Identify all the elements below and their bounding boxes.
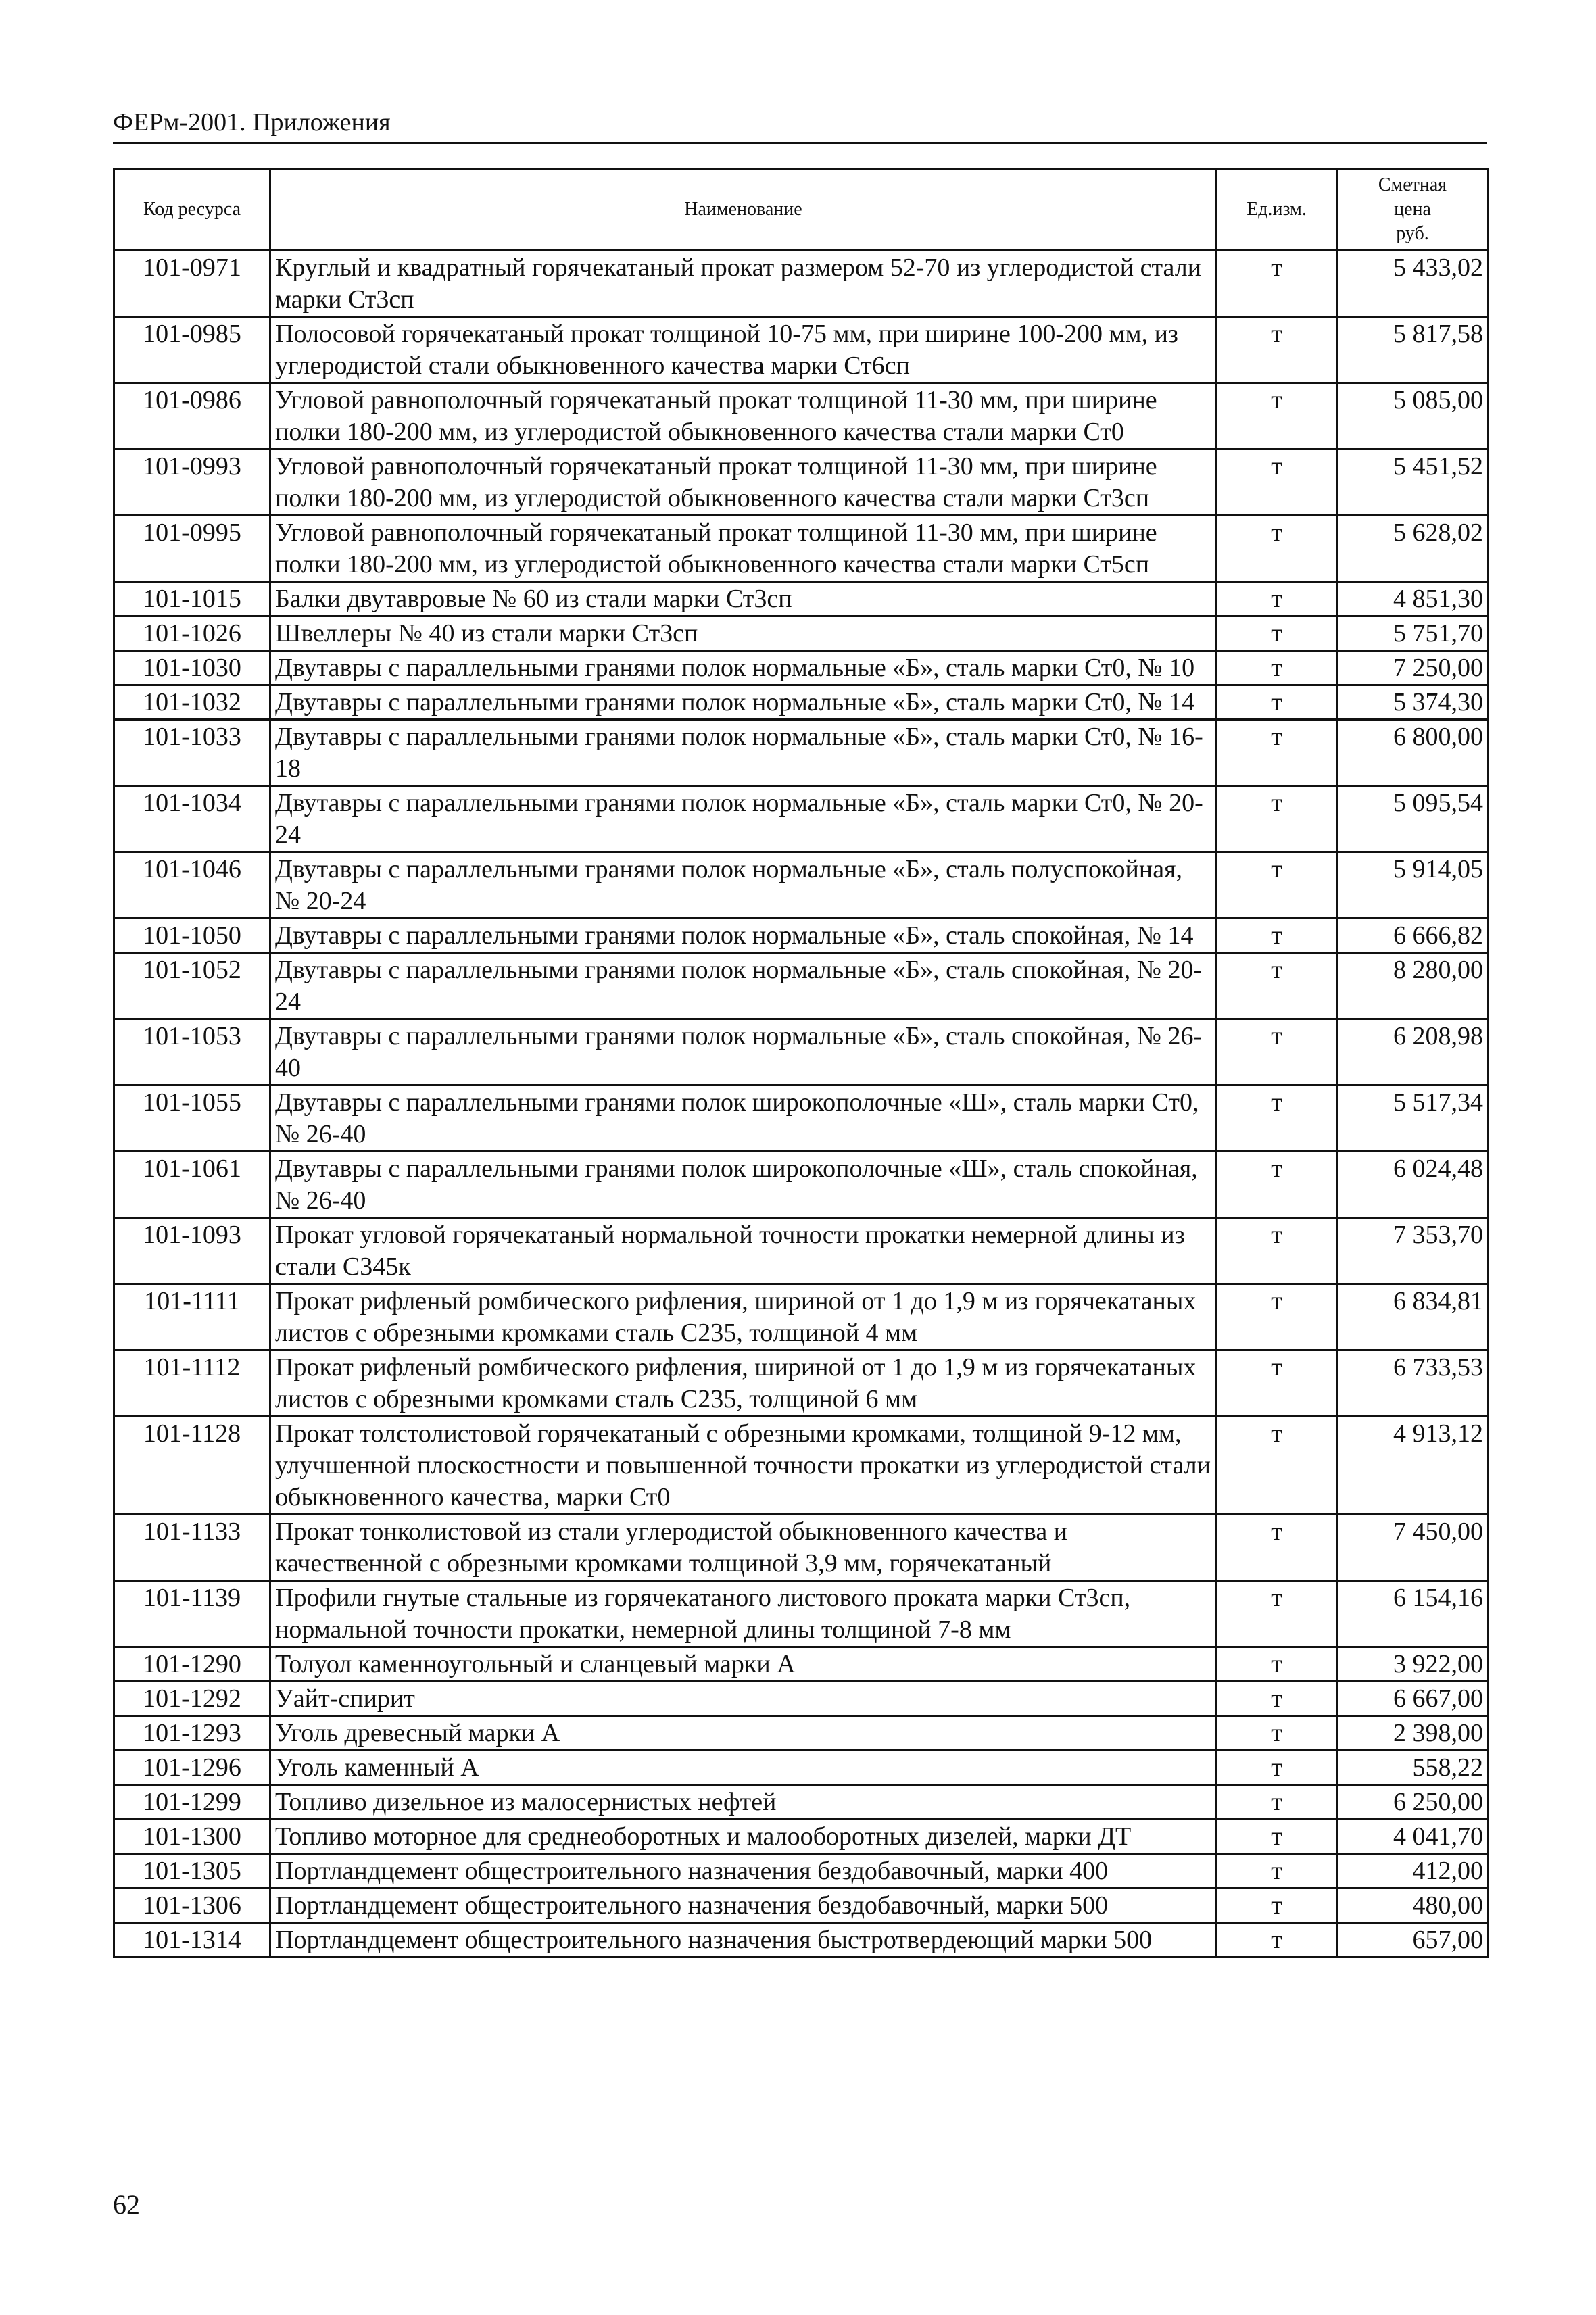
table-row [114, 383, 1489, 449]
table-row [114, 1086, 1489, 1152]
cell-unit: т [1217, 616, 1337, 651]
cell-code: 101-1314 [114, 1923, 270, 1957]
cell-code: 101-1053 [114, 1019, 270, 1086]
cell-unit: т [1217, 1581, 1337, 1647]
cell-name: Портландцемент общестроительного назначения быстротвердеющий марки 500 [270, 1923, 1217, 1957]
cell-unit: т [1217, 516, 1337, 582]
table-row [114, 1417, 1489, 1515]
cell-code: 101-1292 [114, 1682, 270, 1716]
cell-name: Прокат угловой горячекатаный нормальной точности прокатки немерной длины из стали С345к [270, 1218, 1217, 1284]
cell-code: 101-1055 [114, 1086, 270, 1152]
cell-name: Портландцемент общестроительного назначения бездобавочный, марки 500 [270, 1888, 1217, 1923]
cell-code: 101-1015 [114, 582, 270, 616]
table-row [114, 1888, 1489, 1923]
page-number: 62 [113, 2189, 140, 2220]
cell-code: 101-1300 [114, 1820, 270, 1854]
cell-name: Прокат рифленый ромбического рифления, шириной от 1 до 1,9 м из горячекатаных листов с обрезными кромками сталь С235, толщиной 4 мм [270, 1284, 1217, 1350]
cell-name: Двутавры с параллельными гранями полок нормальные «Б», сталь спокойная, № 14 [270, 919, 1217, 953]
table-row [114, 582, 1489, 616]
cell-name: Двутавры с параллельными гранями полок нормальные «Б», сталь марки Ст0, № 14 [270, 685, 1217, 720]
cell-code: 101-1052 [114, 953, 270, 1019]
table-row [114, 1923, 1489, 1957]
table-header-row [114, 169, 1489, 251]
cell-price: 6 250,00 [1337, 1785, 1489, 1820]
cell-unit: т [1217, 383, 1337, 449]
cell-code: 101-1299 [114, 1785, 270, 1820]
cell-price: 8 280,00 [1337, 953, 1489, 1019]
cell-price: 412,00 [1337, 1854, 1489, 1888]
cell-name: Двутавры с параллельными гранями полок нормальные «Б», сталь марки Ст0, № 20-24 [270, 786, 1217, 852]
cell-code: 101-1139 [114, 1581, 270, 1647]
table-row [114, 449, 1489, 516]
column-header-price-line3: руб. [1396, 223, 1429, 244]
cell-unit: т [1217, 1350, 1337, 1417]
cell-name: Уайт-спирит [270, 1682, 1217, 1716]
table-row [114, 685, 1489, 720]
cell-unit: т [1217, 1152, 1337, 1218]
table-row [114, 1716, 1489, 1751]
table-row [114, 1820, 1489, 1854]
table-row [114, 1581, 1489, 1647]
cell-code: 101-1026 [114, 616, 270, 651]
cell-name: Двутавры с параллельными гранями полок широкополочные «Ш», сталь марки Ст0, № 26-40 [270, 1086, 1217, 1152]
cell-code: 101-1033 [114, 720, 270, 786]
cell-price: 6 154,16 [1337, 1581, 1489, 1647]
cell-price: 5 817,58 [1337, 317, 1489, 383]
header-rule [113, 142, 1487, 144]
cell-code: 101-1034 [114, 786, 270, 852]
cell-price: 6 733,53 [1337, 1350, 1489, 1417]
cell-name: Угловой равнополочный горячекатаный прокат толщиной 11-30 мм, при ширине полки 180-200 мм, из углеродистой обыкновенного качества стали марки Ст0 [270, 383, 1217, 449]
table-row [114, 251, 1489, 317]
cell-price: 480,00 [1337, 1888, 1489, 1923]
cell-name: Прокат рифленый ромбического рифления, шириной от 1 до 1,9 м из горячекатаных листов с обрезными кромками сталь С235, толщиной 6 мм [270, 1350, 1217, 1417]
cell-name: Уголь каменный А [270, 1751, 1217, 1785]
cell-unit: т [1217, 1888, 1337, 1923]
table-row [114, 786, 1489, 852]
cell-price: 4 041,70 [1337, 1820, 1489, 1854]
cell-price: 5 628,02 [1337, 516, 1489, 582]
column-header-name: Наименование [270, 169, 1217, 251]
cell-code: 101-1061 [114, 1152, 270, 1218]
cell-unit: т [1217, 685, 1337, 720]
cell-code: 101-1293 [114, 1716, 270, 1751]
table-row [114, 953, 1489, 1019]
cell-price: 4 851,30 [1337, 582, 1489, 616]
cell-name: Двутавры с параллельными гранями полок нормальные «Б», сталь полуспокойная, № 20-24 [270, 852, 1217, 919]
table-row [114, 616, 1489, 651]
cell-price: 6 208,98 [1337, 1019, 1489, 1086]
column-header-code: Код ресурса [114, 169, 270, 251]
cell-code: 101-0985 [114, 317, 270, 383]
cell-price: 6 800,00 [1337, 720, 1489, 786]
table-row [114, 1019, 1489, 1086]
cell-unit: т [1217, 1923, 1337, 1957]
cell-unit: т [1217, 251, 1337, 317]
table-row [114, 1751, 1489, 1785]
cell-price: 6 666,82 [1337, 919, 1489, 953]
cell-price: 4 913,12 [1337, 1417, 1489, 1515]
cell-price: 5 374,30 [1337, 685, 1489, 720]
table-row [114, 317, 1489, 383]
cell-code: 101-1093 [114, 1218, 270, 1284]
cell-price: 6 834,81 [1337, 1284, 1489, 1350]
cell-price: 5 517,34 [1337, 1086, 1489, 1152]
cell-code: 101-0986 [114, 383, 270, 449]
cell-name: Угловой равнополочный горячекатаный прокат толщиной 11-30 мм, при ширине полки 180-200 мм, из углеродистой обыкновенного качества стали марки Ст3сп [270, 449, 1217, 516]
cell-price: 5 914,05 [1337, 852, 1489, 919]
cell-unit: т [1217, 582, 1337, 616]
cell-code: 101-1305 [114, 1854, 270, 1888]
cell-unit: т [1217, 919, 1337, 953]
cell-unit: т [1217, 449, 1337, 516]
cell-code: 101-1128 [114, 1417, 270, 1515]
table-row [114, 1785, 1489, 1820]
cell-name: Уголь древесный марки А [270, 1716, 1217, 1751]
resource-price-table [113, 168, 1489, 1958]
cell-unit: т [1217, 1417, 1337, 1515]
cell-code: 101-0971 [114, 251, 270, 317]
cell-code: 101-1050 [114, 919, 270, 953]
table-row [114, 1218, 1489, 1284]
cell-name: Балки двутавровые № 60 из стали марки Ст3сп [270, 582, 1217, 616]
cell-code: 101-1112 [114, 1350, 270, 1417]
cell-unit: т [1217, 720, 1337, 786]
cell-code: 101-1030 [114, 651, 270, 685]
table-row [114, 852, 1489, 919]
table-row [114, 919, 1489, 953]
column-header-price-line1: Сметная [1378, 174, 1447, 195]
cell-unit: т [1217, 1086, 1337, 1152]
cell-code: 101-1133 [114, 1515, 270, 1581]
cell-name: Швеллеры № 40 из стали марки Ст3сп [270, 616, 1217, 651]
cell-unit: т [1217, 1647, 1337, 1682]
table-row [114, 1152, 1489, 1218]
cell-unit: т [1217, 953, 1337, 1019]
table-row [114, 1284, 1489, 1350]
column-header-price-line2: цена [1394, 199, 1431, 220]
cell-code: 101-1032 [114, 685, 270, 720]
cell-unit: т [1217, 1682, 1337, 1716]
cell-unit: т [1217, 852, 1337, 919]
cell-price: 7 353,70 [1337, 1218, 1489, 1284]
cell-name: Угловой равнополочный горячекатаный прокат толщиной 11-30 мм, при ширине полки 180-200 мм, из углеродистой обыкновенного качества стали марки Ст5сп [270, 516, 1217, 582]
cell-price: 6 667,00 [1337, 1682, 1489, 1716]
cell-price: 2 398,00 [1337, 1716, 1489, 1751]
cell-code: 101-0993 [114, 449, 270, 516]
table-row [114, 651, 1489, 685]
cell-name: Прокат тонколистовой из стали углеродистой обыкновенного качества и качественной с обрезными кромками толщиной 3,9 мм, горячекатаный [270, 1515, 1217, 1581]
cell-name: Двутавры с параллельными гранями полок нормальные «Б», сталь спокойная, № 20-24 [270, 953, 1217, 1019]
table-row [114, 516, 1489, 582]
cell-name: Прокат толстолистовой горячекатаный с обрезными кромками, толщиной 9-12 мм, улучшенной плоскостности и повышенной точности прокатки из углеродистой стали обыкновенного качества, марки Ст0 [270, 1417, 1217, 1515]
cell-unit: т [1217, 1716, 1337, 1751]
cell-unit: т [1217, 786, 1337, 852]
cell-unit: т [1217, 1019, 1337, 1086]
cell-unit: т [1217, 1785, 1337, 1820]
cell-unit: т [1217, 1284, 1337, 1350]
cell-name: Профили гнутые стальные из горячекатаного листового проката марки Ст3сп, нормальной точности прокатки, немерной длины толщиной 7-8 мм [270, 1581, 1217, 1647]
cell-name: Двутавры с параллельными гранями полок нормальные «Б», сталь марки Ст0, № 16-18 [270, 720, 1217, 786]
cell-name: Двутавры с параллельными гранями полок нормальные «Б», сталь спокойная, № 26-40 [270, 1019, 1217, 1086]
cell-price: 5 451,52 [1337, 449, 1489, 516]
cell-name: Топливо моторное для среднеоборотных и малооборотных дизелей, марки ДТ [270, 1820, 1217, 1854]
cell-unit: т [1217, 1751, 1337, 1785]
cell-name: Двутавры с параллельными гранями полок нормальные «Б», сталь марки Ст0, № 10 [270, 651, 1217, 685]
cell-code: 101-0995 [114, 516, 270, 582]
cell-unit: т [1217, 651, 1337, 685]
cell-name: Портландцемент общестроительного назначения бездобавочный, марки 400 [270, 1854, 1217, 1888]
cell-unit: т [1217, 1854, 1337, 1888]
cell-price: 5 095,54 [1337, 786, 1489, 852]
table-row [114, 1647, 1489, 1682]
table-row [114, 1515, 1489, 1581]
cell-unit: т [1217, 1820, 1337, 1854]
cell-unit: т [1217, 1218, 1337, 1284]
table-body [114, 251, 1489, 1957]
table-row [114, 1350, 1489, 1417]
cell-price: 7 250,00 [1337, 651, 1489, 685]
cell-price: 7 450,00 [1337, 1515, 1489, 1581]
cell-name: Двутавры с параллельными гранями полок широкополочные «Ш», сталь спокойная, № 26-40 [270, 1152, 1217, 1218]
cell-code: 101-1306 [114, 1888, 270, 1923]
cell-price: 5 085,00 [1337, 383, 1489, 449]
table-row [114, 1854, 1489, 1888]
cell-price: 3 922,00 [1337, 1647, 1489, 1682]
cell-code: 101-1111 [114, 1284, 270, 1350]
cell-code: 101-1290 [114, 1647, 270, 1682]
cell-price: 5 433,02 [1337, 251, 1489, 317]
cell-unit: т [1217, 1515, 1337, 1581]
table-row [114, 720, 1489, 786]
cell-name: Топливо дизельное из малосернистых нефтей [270, 1785, 1217, 1820]
cell-name: Полосовой горячекатаный прокат толщиной 10-75 мм, при ширине 100-200 мм, из углеродистой стали обыкновенного качества марки Ст6сп [270, 317, 1217, 383]
cell-unit: т [1217, 317, 1337, 383]
cell-price: 558,22 [1337, 1751, 1489, 1785]
running-title: ФЕРм-2001. Приложения [113, 108, 391, 137]
cell-name: Круглый и квадратный горячекатаный прокат размером 52-70 из углеродистой стали марки Ст3сп [270, 251, 1217, 317]
column-header-unit: Ед.изм. [1217, 169, 1337, 251]
table-row [114, 1682, 1489, 1716]
cell-code: 101-1046 [114, 852, 270, 919]
cell-code: 101-1296 [114, 1751, 270, 1785]
cell-price: 657,00 [1337, 1923, 1489, 1957]
cell-name: Толуол каменноугольный и сланцевый марки А [270, 1647, 1217, 1682]
cell-price: 6 024,48 [1337, 1152, 1489, 1218]
column-header-price [1337, 169, 1489, 251]
cell-price: 5 751,70 [1337, 616, 1489, 651]
